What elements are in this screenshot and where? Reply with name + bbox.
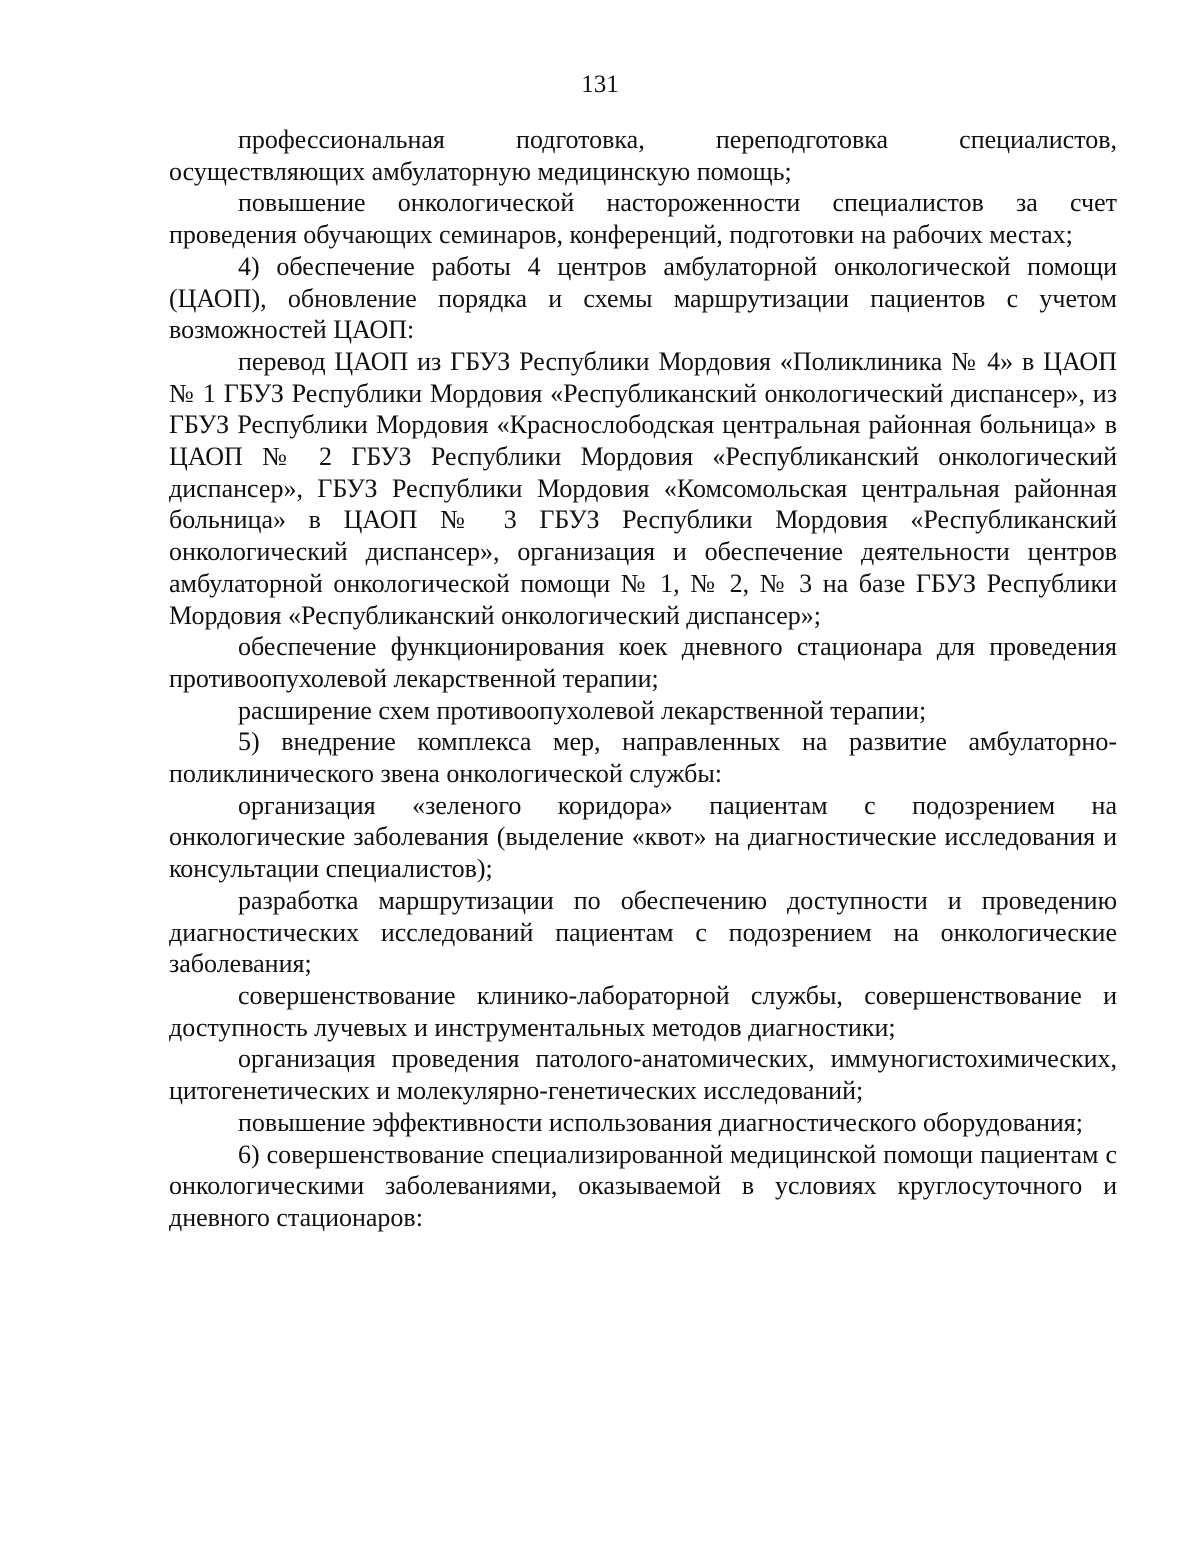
paragraph: перевод ЦАОП из ГБУЗ Республики Мордовия «Поликлиника № 4» в ЦАОП № 1 ГБУЗ Республики Мордовия «Республиканский онкологический диспансер», из ГБУЗ Республики Мордовия «Краснослободская центральная районная больница» в ЦАОП № 2 ГБУЗ Республики Мордовия «Республиканский онкологический диспансер», ГБУЗ Республики Мордовия «Комсомольская центральная районная больница» в ЦАОП № 3 ГБУЗ Республики Мордовия «Республиканский онкологический диспансер», организация и обеспечение деятельности центров амбулаторной онкологической помощи № 1, № 2, № 3 на базе ГБУЗ Республики Мордовия «Республиканский онкологический диспансер»; bbox=[169, 346, 1117, 630]
paragraph: профессиональная подготовка, переподготовка специалистов, осуществляющих амбулаторную медицинскую помощь; bbox=[169, 125, 1117, 186]
document-body bbox=[169, 124, 1117, 1234]
paragraph: совершенствование клинико-лабораторной службы, совершенствование и доступность лучевых и инструментальных методов диагностики; bbox=[169, 980, 1117, 1042]
paragraph: организация «зеленого коридора» пациентам с подозрением на онкологические заболевания (выделение «квот» на диагностические исследования и консультации специалистов); bbox=[169, 790, 1117, 884]
paragraph: 4) обеспечение работы 4 центров амбулаторной онкологической помощи (ЦАОП), обновление порядка и схемы маршрутизации пациентов с учетом возможностей ЦАОП: bbox=[169, 251, 1117, 345]
paragraph: обеспечение функционирования коек дневного стационара для проведения противоопухолевой лекарственной терапии; bbox=[169, 632, 1117, 693]
paragraph: повышение онкологической настороженности специалистов за счет проведения обучающих семинаров, конференций, подготовки на рабочих местах; bbox=[169, 188, 1117, 250]
paragraph: организация проведения патолого-анатомических, иммуногистохимических, цитогенетических и молекулярно-генетических исследований; bbox=[169, 1044, 1117, 1106]
paragraph: разработка маршрутизации по обеспечению доступности и проведению диагностических исследований пациентам с подозрением на онкологические заболевания; bbox=[169, 885, 1117, 979]
paragraph: расширение схем противоопухолевой лекарственной терапии; bbox=[238, 695, 927, 725]
page-number: 131 bbox=[581, 71, 619, 98]
paragraph: повышение эффективности использования диагностического оборудования; bbox=[238, 1107, 1083, 1137]
paragraph: 6) совершенствование специализированной медицинской помощи пациентам с онкологическими заболеваниями, оказываемой в условиях круглосуточного и дневного стационаров: bbox=[169, 1139, 1117, 1232]
paragraph: 5) внедрение комплекса мер, направленных на развитие амбулаторно-поликлинического звена онкологической службы: bbox=[169, 727, 1117, 789]
